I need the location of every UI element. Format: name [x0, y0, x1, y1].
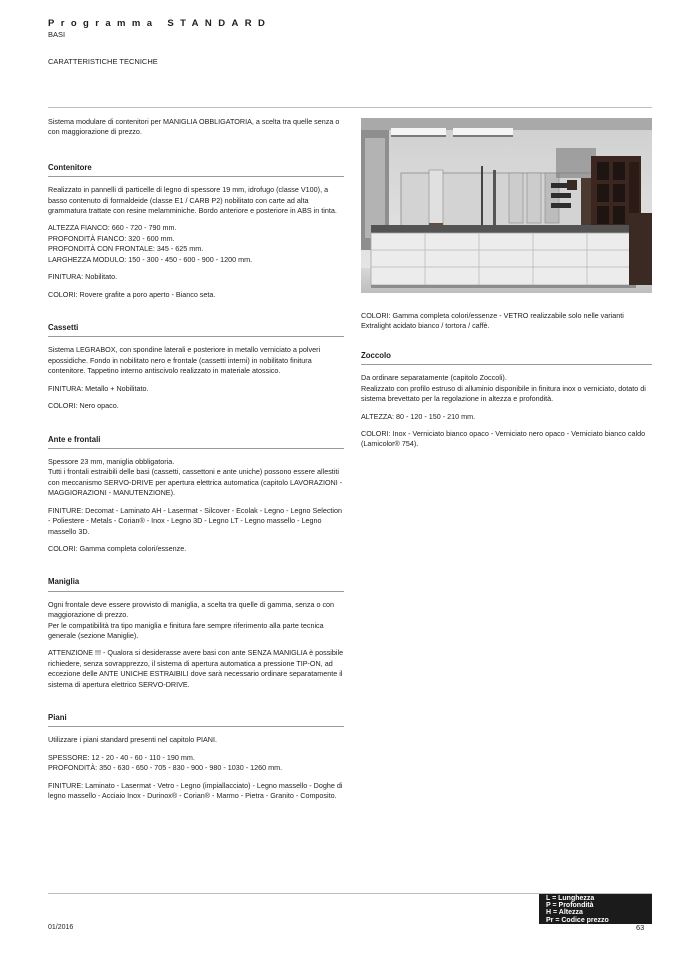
- section-zoccolo: [361, 350, 652, 457]
- paragraph: COLORI: Rovere grafite a poro aperto - Bianco seta.: [48, 289, 216, 299]
- paragraph: ATTENZIONE !!! - Qualora si desiderasse avere basi con ante SENZA MANIGLIA è possibile richiedere, senza sovrapprezzo, il sistema di apertura automatica a pressione TIP-ON, ad eccezione delle ANTE UNICHE ESTRAIBILI dove sarà necessario ordinare separatamente il sistema di apertura elettrico SERVO-DRIVE.: [48, 648, 344, 689]
- section-title: Cassetti: [48, 322, 344, 337]
- header-divider: [48, 107, 652, 108]
- section-title: Ante e frontali: [48, 434, 344, 449]
- paragraph: SPESSORE: 12 - 20 - 40 - 60 - 110 - 190 mm. PROFONDITÀ: 350 - 630 - 650 - 705 - 830 - 900 - 980 - 1030 - 1260 mm.: [48, 752, 283, 773]
- paragraph: COLORI: Inox - Verniciato bianco opaco - Verniciato nero opaco - Verniciato bianco caldo (Lamicolor® 754).: [361, 429, 646, 449]
- intro-text: Sistema modulare di contenitori per MANIGLIA OBBLIGATORIA, a scelta tra quelle senza o con maggiorazione di prezzo.: [48, 117, 340, 137]
- page-number: 63: [636, 923, 645, 932]
- paragraph: FINITURA: Metallo + Nobilitato.: [48, 383, 149, 393]
- legend-item: P = Profondità: [546, 902, 594, 910]
- footer-date: 01/2016: [48, 924, 74, 931]
- subsection-label: CARATTERISTICHE TECNICHE: [48, 57, 158, 66]
- left-column: [48, 117, 344, 809]
- legend-box: [539, 894, 652, 924]
- paragraph: COLORI: Nero opaco.: [48, 401, 119, 411]
- legend-item: L = Lunghezza: [546, 895, 595, 902]
- section-label: BASI: [48, 30, 66, 39]
- section-ante-frontali: [48, 434, 344, 555]
- paragraph: ALTEZZA: 80 - 120 - 150 - 210 mm.: [361, 411, 476, 421]
- paragraph: Da ordinare separatamente (capitolo Zoccoli). Realizzato con profilo estruso di alluminio disponibile in finitura inox o verniciato, dotato di sistema brevettato per la regolazione in altezza e profondità.: [361, 373, 646, 404]
- paragraph: Ogni frontale deve essere provvisto di maniglia, a scelta tra quelle di gamma, senza o con maggiorazione di prezzo. Per le compatibilità tra tipo maniglia e finitura fare sempre riferimento alla parte tecnica generale (sezione Maniglie).: [48, 599, 335, 640]
- paragraph: Realizzato in pannelli di particelle di legno di spessore 19 mm, idrofugo (classe V100), a basso contenuto di formaldeide (classe E1 / CARB P2) nobilitato con carte ad alta grammatura trattate con resine melamminiche. Bordo anteriore e posteriore in ABS in tinta.: [48, 185, 337, 216]
- section-title: Piani: [48, 712, 344, 727]
- section-title: Contenitore: [48, 162, 344, 177]
- program-title: Programma STANDARD: [48, 18, 272, 29]
- paragraph: COLORI: Gamma completa colori/essenze.: [48, 543, 187, 553]
- paragraph: ALTEZZA FIANCO: 660 - 720 - 790 mm. PROFONDITÀ FIANCO: 320 - 600 mm. PROFONDITÀ CON FRONTALE: 345 - 625 mm. LARGHEZZA MODULO: 150 - 300 - 450 - 600 - 900 - 1200 mm.: [48, 223, 253, 264]
- section-title: Zoccolo: [361, 350, 652, 365]
- legend-item: H = Altezza: [546, 909, 583, 917]
- section-contenitore: [48, 162, 344, 300]
- legend-item: Pr = Codice prezzo: [546, 916, 609, 924]
- paragraph: FINITURA: Nobilitato.: [48, 272, 118, 282]
- paragraph: Utilizzare i piani standard presenti nel capitolo PIANI.: [48, 735, 217, 745]
- section-cassetti: [48, 322, 344, 411]
- paragraph: Sistema LEGRABOX, con spondine laterali e posteriore in metallo verniciato a polveri epossidiche. Fondo in nobilitato nero e frontale (cassetti interni) in nobilitato finitura contenitore. Tappetino interno antiscivolo realizzato in materiale atossico.: [48, 345, 321, 376]
- section-maniglia: [48, 576, 344, 690]
- paragraph: FINITURE: Decomat - Laminato AH - Lasermat - Silcover - Ecolak - Legno - Legno Selection - Poliestere - Metals - Corian® - Inox - Legno 3D - Legno LT - Legno massello - Legno massello 3D.: [48, 505, 343, 536]
- kitchen-photo: [361, 118, 652, 293]
- paragraph: FINITURE: Laminato - Lasermat - Vetro - Legno (impiallacciato) - Legno massello - Doghe di legno massello - Acciaio Inox - Durinox® - Corian® - Marmo - Pietra - Granito - Composito.: [48, 780, 343, 801]
- section-title: Maniglia: [48, 576, 344, 591]
- photo-caption: COLORI: Gamma completa colori/essenze - VETRO realizzabile solo nelle varianti Extralight acidato bianco / tortora / caffè.: [361, 311, 624, 331]
- section-piani: [48, 712, 344, 801]
- paragraph: Spessore 23 mm, maniglia obbligatoria. Tutti i frontali estraibili delle basi (cassetti, cassettoni e ante uniche) possono essere allestiti con meccanismo SERVO-DRIVE per apertura elettrica automatica (capitolo LAVORAZIONI - MAGGIORAZIONI - MANUTENZIONE).: [48, 456, 343, 498]
